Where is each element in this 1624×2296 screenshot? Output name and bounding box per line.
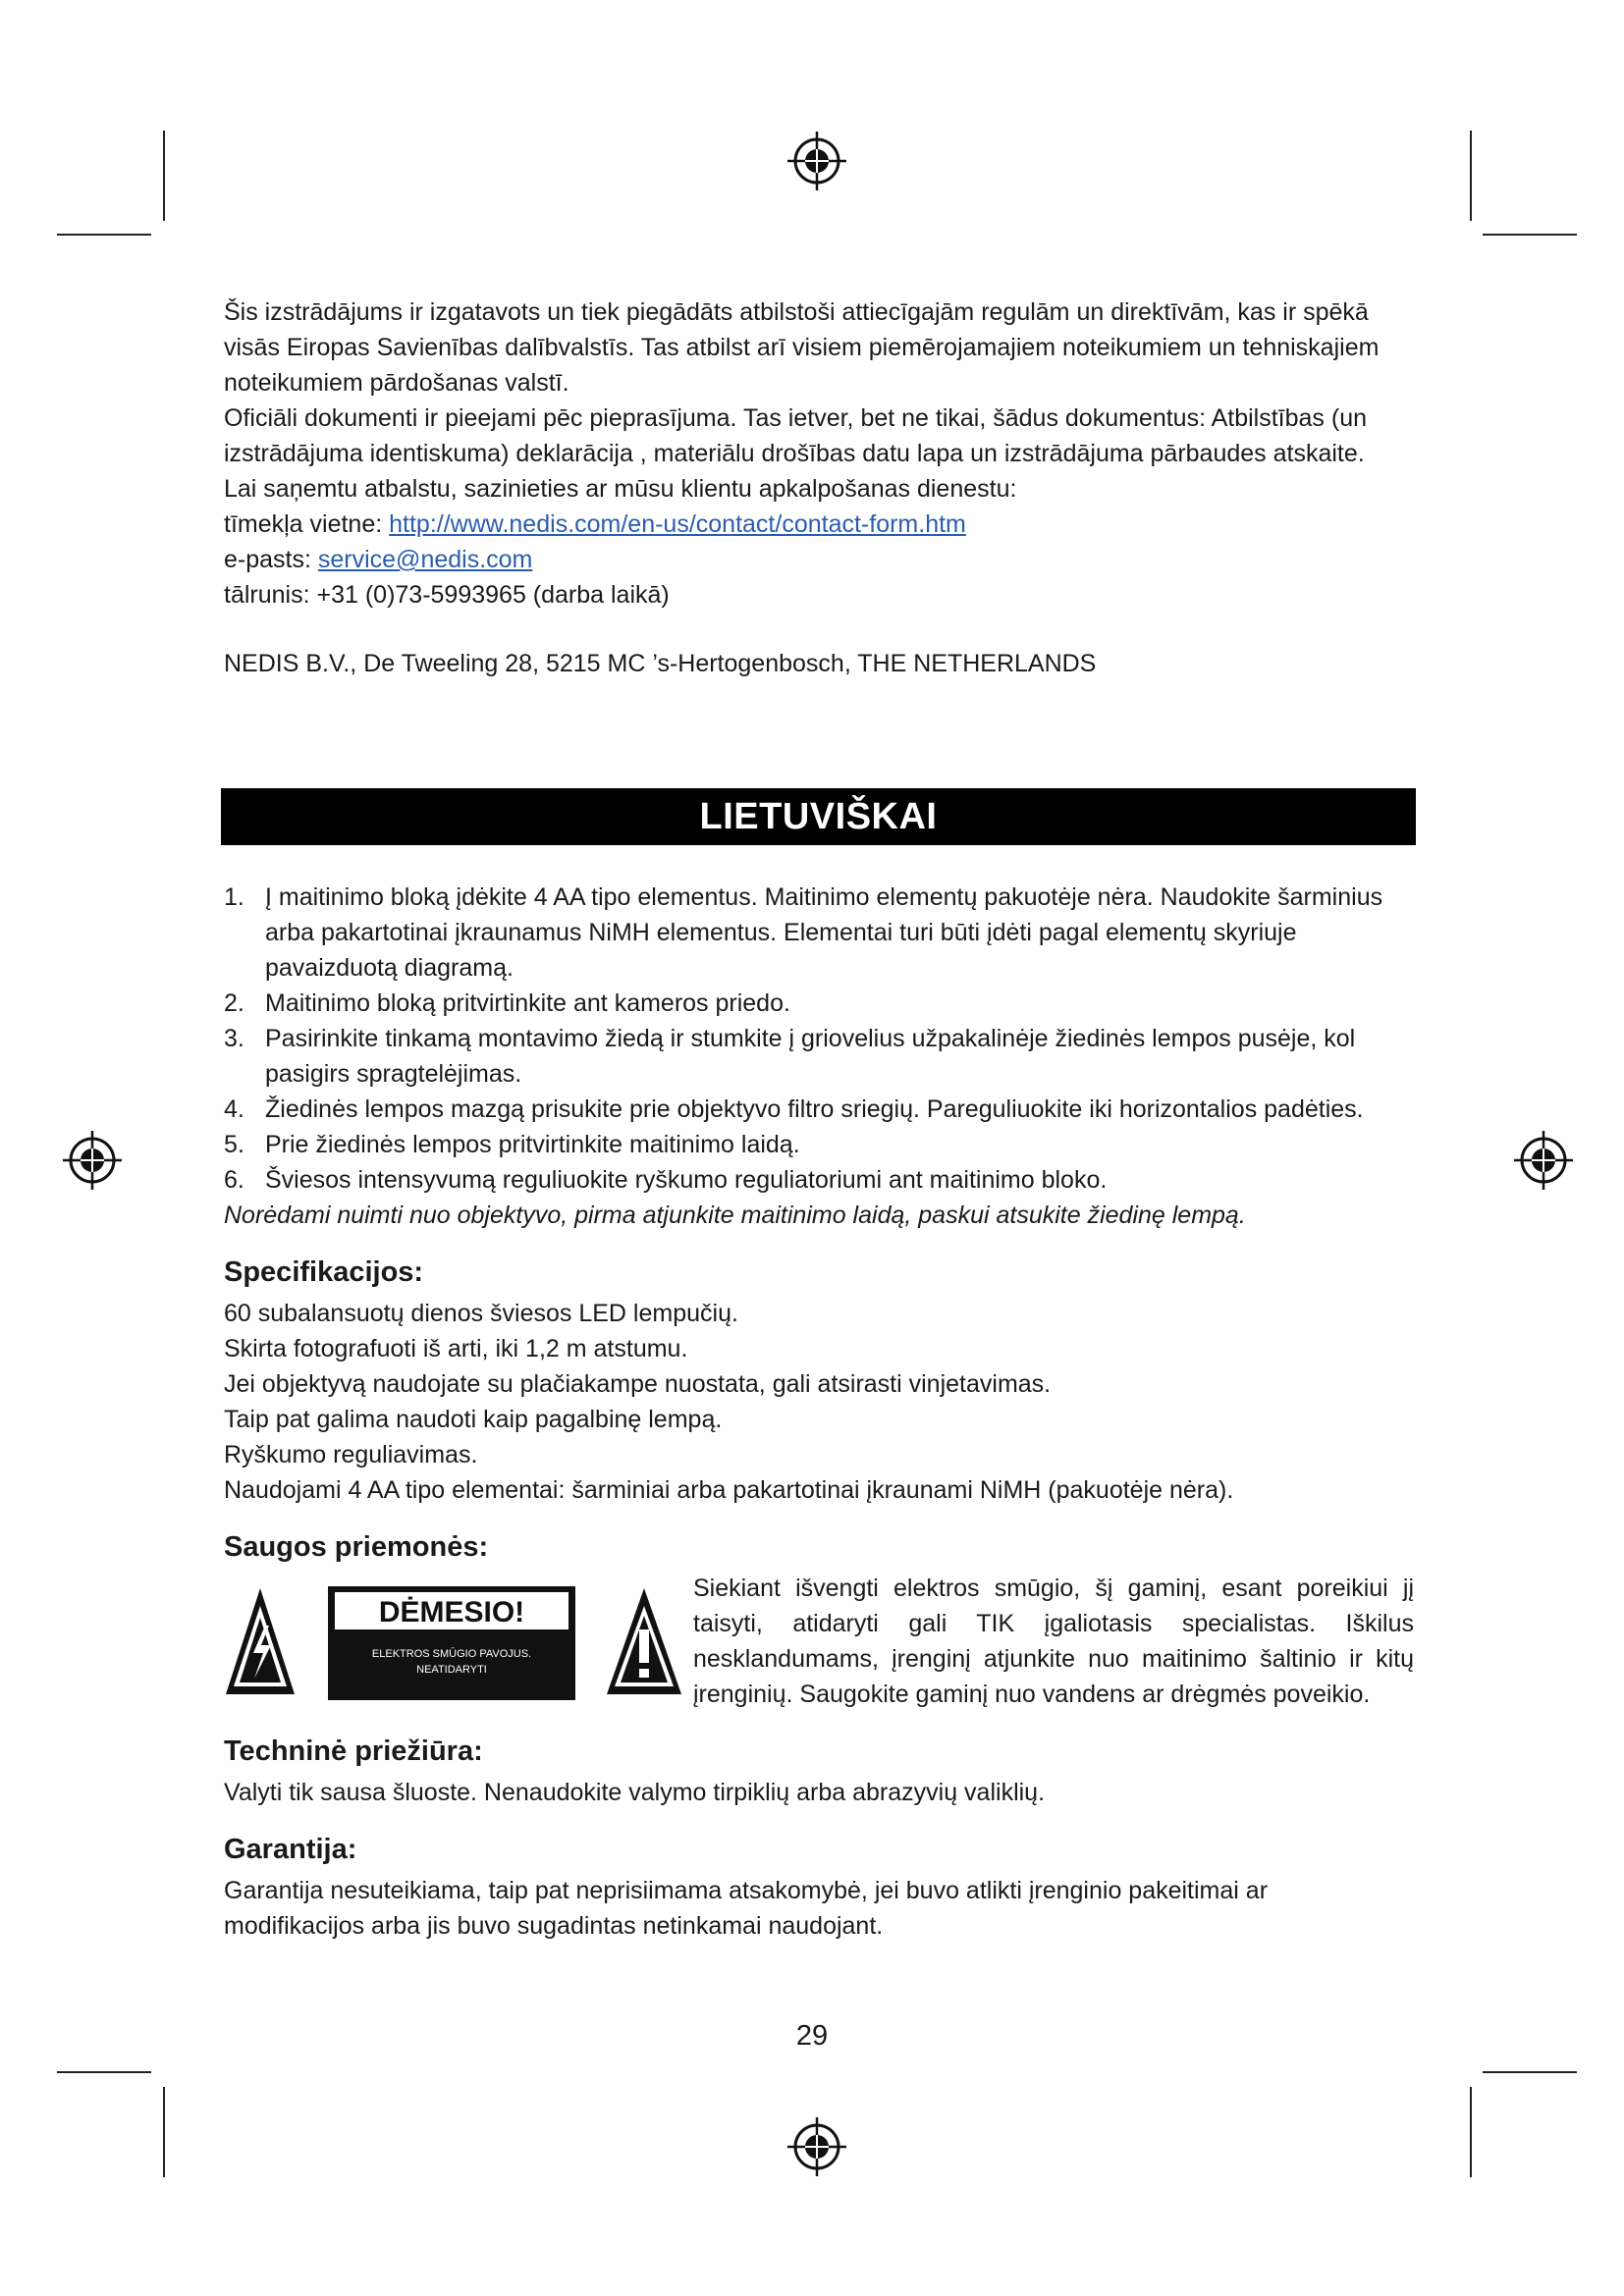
lightning-warning-icon (226, 1588, 295, 1694)
spec-line: Skirta fotografuoti iš arti, iki 1,2 m atstumu. (224, 1335, 688, 1362)
list-item: 5. Prie žiedinės lempos pritvirtinkite maitinimo laidą. (224, 1131, 800, 1158)
spec-line: 60 subalansuotų dienos šviesos LED lempučių. (224, 1300, 738, 1327)
exclamation-warning-icon (607, 1588, 681, 1694)
crop-mark-bottom-right-h (1483, 2071, 1577, 2073)
website-label: tīmekļa vietne: (224, 510, 390, 538)
lithuanian-section (224, 880, 1414, 1944)
warning-subtitle-1: ELEKTROS SMŪGIO PAVOJUS. (371, 1648, 532, 1660)
spec-line: Taip pat galima naudoti kaip pagalbinę lempą. (224, 1406, 723, 1433)
email-link[interactable]: service@nedis.com (317, 546, 533, 573)
website-link[interactable]: http://www.nedis.com/en-us/contact/contact-form.htm (389, 510, 966, 538)
documents-paragraph: Oficiāli dokumenti ir pieejami pēc pieprasījuma. Tas ietver, bet ne tikai, šādus dokumentus: Atbilstības (un izstrādājuma identiskuma) deklarācija , materiālu drošības datu lapa un izstrādājuma pārbaudes atskaite. (224, 404, 1368, 467)
warranty-heading: Garantija: (224, 1834, 357, 1865)
list-item: 6. Šviesos intensyvumą reguliuokite ryškumo reguliatoriumi ant maitinimo bloko. (224, 1166, 1108, 1194)
warning-subtitle-2: NEATIDARYTI (416, 1664, 487, 1676)
compliance-paragraph: Šis izstrādājums ir izgatavots un tiek piegādāts atbilstoši attiecīgajām regulām un direktīvām, kas ir spēkā visās Eiropas Savienības dalībvalstīs. Tas atbilst arī visiem piemērojamajiem noteikumiem un tehniskajiem noteikumiem pārdošanas valstī. (224, 298, 1380, 397)
list-item: 1. Į maitinimo bloką įdėkite 4 AA tipo elementus. Maitinimo elementų pakuotėje nėra. Naudokite šarminius arba pakartotinai įkraunamus NiMH elementus. Elementai turi būti įdėti pagal elementų skyriuje pavaizduotą diagramą. (224, 883, 1383, 982)
spec-line: Ryškumo reguliavimas. (224, 1441, 478, 1468)
crop-mark-top-right-v (1470, 131, 1472, 221)
website-line (224, 507, 1414, 542)
email-line (224, 542, 1414, 577)
safety-text: Siekiant išvengti elektros smūgio, šį gaminį, esant poreikiui jį taisyti, atidaryti gali TIK įgaliotasis specialistas. Iškilus nesklandumams, įrenginį atjunkite nuo maitinimo šaltinio ir kitų įrenginių. Saugokite gaminį nuo vandens ar drėgmės poveikio. (693, 1575, 1414, 1708)
latvian-compliance-section (224, 294, 1414, 681)
page-number: 29 (795, 2020, 829, 2052)
phone-line: tālrunis: +31 (0)73-5993965 (darba laikā) (224, 581, 670, 609)
warning-title: DĖMESIO! (378, 1596, 525, 1629)
list-item: 2. Maitinimo bloką pritvirtinkite ant kameros priedo. (224, 989, 790, 1017)
registration-mark-icon (1512, 1129, 1575, 1192)
support-paragraph: Lai saņemtu atbalstu, sazinieties ar mūsu klientu apkalpošanas dienestu: (224, 475, 1017, 503)
safety-row (224, 1571, 1414, 1712)
spec-line: Jei objektyvą naudojate su plačiakampe nuostata, gali atsirasti vinjetavimas. (224, 1370, 1052, 1398)
maintenance-text: Valyti tik sausa šluoste. Nenaudokite valymo tirpiklių arba abrazyvių valiklių. (224, 1779, 1046, 1806)
registration-mark-icon (785, 2115, 848, 2178)
section-title-banner: LIETUVIŠKAI (221, 788, 1416, 845)
specs-heading: Specifikacijos: (224, 1256, 424, 1288)
maintenance-heading: Techninė priežiūra: (224, 1735, 483, 1767)
instruction-steps (224, 880, 1414, 1198)
registration-mark-icon (785, 130, 848, 192)
list-item: 3. Pasirinkite tinkamą montavimo žiedą ir stumkite į griovelius užpakalinėje žiedinės lempos pusėje, kol pasigirs spragtelėjimas. (224, 1025, 1356, 1088)
crop-mark-top-right-h (1483, 234, 1577, 236)
safety-heading: Saugos priemonės: (224, 1531, 489, 1563)
company-address: NEDIS B.V., De Tweeling 28, 5215 MC ’s-Hertogenbosch, THE NETHERLANDS (224, 650, 1097, 677)
crop-mark-bottom-left-h (57, 2071, 151, 2073)
warranty-text: Garantija nesuteikiama, taip pat neprisiimama atsakomybė, jei buvo atlikti įrenginio pakeitimai ar modifikacijos arba jis buvo sugadintas netinkamai naudojant. (224, 1877, 1269, 1940)
list-item: 4. Žiedinės lempos mazgą prisukite prie objektyvo filtro sriegių. Pareguliuokite iki horizontalios padėties. (224, 1095, 1364, 1123)
registration-mark-icon (61, 1129, 124, 1192)
removal-note: Norėdami nuimti nuo objektyvo, pirma atjunkite maitinimo laidą, paskui atsukite žiedinę lempą. (224, 1201, 1246, 1229)
crop-mark-bottom-left-v (163, 2087, 165, 2177)
warning-graphic (224, 1584, 685, 1704)
warning-label-svg (224, 1584, 685, 1704)
crop-mark-top-left-v (163, 131, 165, 221)
email-label: e-pasts: (224, 546, 318, 573)
spec-line: Naudojami 4 AA tipo elementai: šarminiai arba pakartotinai įkraunami NiMH (pakuotėje nėra). (224, 1476, 1234, 1504)
crop-mark-bottom-right-v (1470, 2087, 1472, 2177)
crop-mark-top-left-h (57, 234, 151, 236)
